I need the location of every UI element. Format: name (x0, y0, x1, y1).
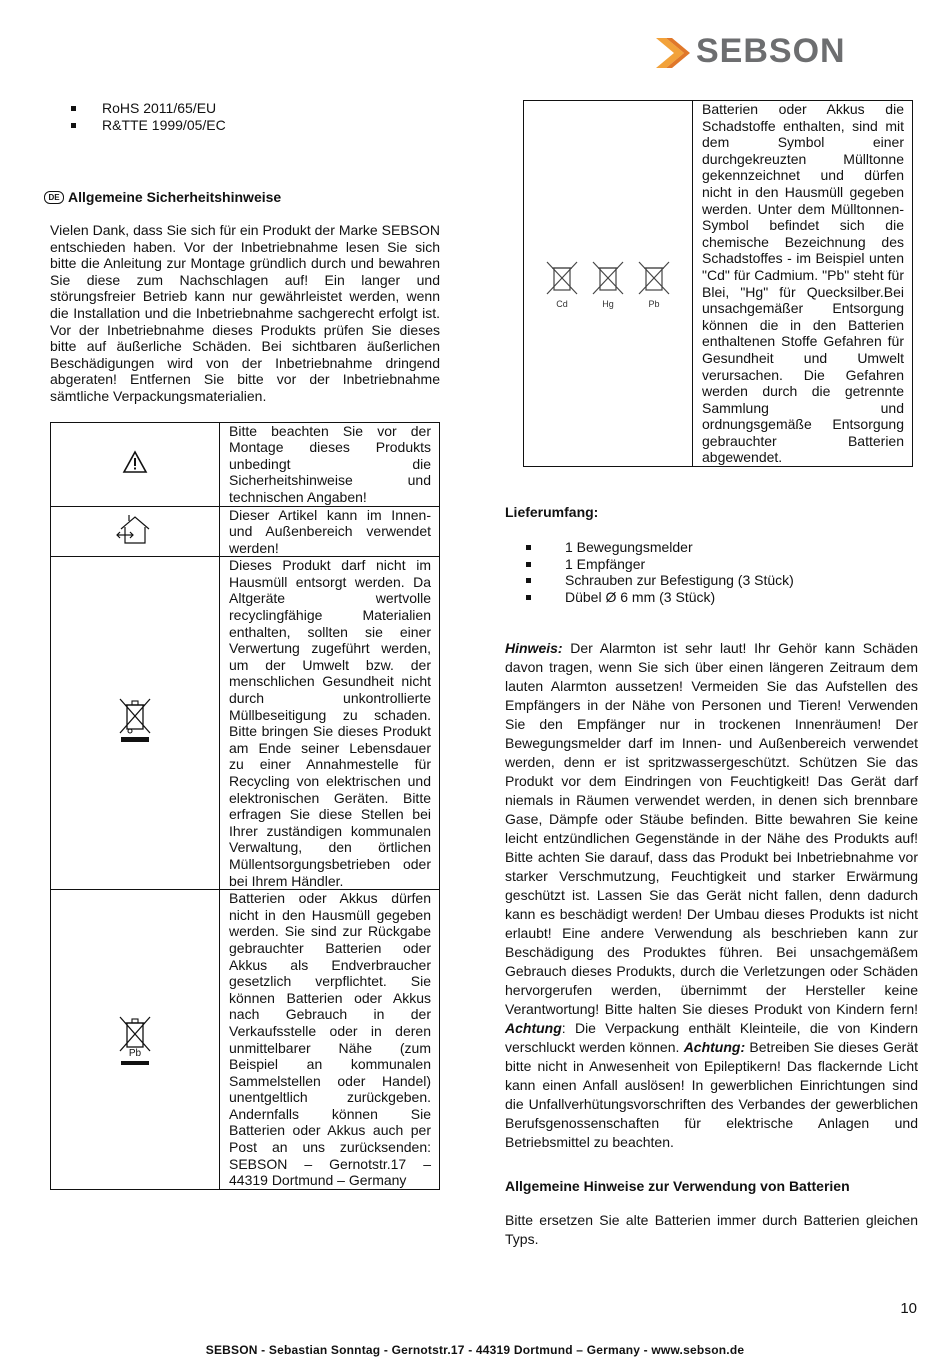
battery-bin-cd-icon (544, 260, 580, 308)
notice-text: : Die Verpackung enthält Kleinteile, die von Kindern verschluckt werden können. (505, 1020, 918, 1056)
battery-bin-pb-icon (117, 1015, 153, 1065)
chemical-bins-group (525, 260, 691, 308)
cd-label: Cd (556, 298, 568, 309)
brand-logo (652, 32, 862, 72)
table-icon-cell (51, 422, 220, 506)
battery-symbols-table (523, 100, 913, 467)
scope-heading: Lieferumfang: (505, 504, 599, 521)
hg-label: Hg (602, 298, 614, 309)
table-icon-cell (51, 557, 220, 890)
language-badge: DE (44, 191, 64, 204)
list-item: 1 Bewegungsmelder (505, 539, 918, 556)
intro-paragraph: Vielen Dank, dass Sie sich für ein Produkt der Marke SEBSON entschieden haben. Vor der Inbetriebnahme lesen Sie sich bitte die Anleitung zur Montage gründlich durch und bewahren Sie diese zum Nachschlagen auf! Ein langer und störungsfreier Betrieb kann nur gewährleistet werden, wenn die Installation und die Inbetriebnahme sachgerecht erfolgt ist. Vor der Inbetriebnahme dieses Produkts prüfen Sie dieses bitte auf äußerliche Schäden. Bei sichtbaren äußerlichen Beschädigungen wird von der Inbetriebnahme dringend abgeraten! Entfernen Sie bitte vor der Inbetriebnahme sämtliche Verpackungsmaterialien. (50, 222, 440, 404)
battery-bin-pb-icon (636, 260, 672, 308)
indoor-outdoor-house-icon (115, 513, 155, 547)
right-column (505, 100, 918, 1249)
table-row (51, 422, 440, 506)
table-row (524, 101, 913, 467)
table-icon-cell (51, 506, 220, 557)
battery-heading: Allgemeine Hinweise zur Verwendung von Batterien (505, 1178, 850, 1195)
table-text-cell: Dieser Artikel kann im Innen- und Außenbereich verwendet werden! (220, 506, 440, 557)
safety-heading-text: Allgemeine Sicherheitshinweise (68, 189, 282, 205)
logo-text: SEBSON (696, 32, 846, 70)
table-text-cell: Batterien oder Akkus dürfen nicht in den Hausmüll gegeben werden. Sie sind zur Rückgabe gebrauchter Batterien oder Akkus als Endverbraucher gesetzlich verpflichtet. Sie können Batterien oder Akkus nach Gebrauch in der Verkaufsstelle oder in deren unmittelbarer Nähe (zum Beispiel an kommunalen Sammelstellen oder Handel) unentgeltlich zurückgeben. Andernfalls können Sie Batterien oder Akkus auch per Post an uns zurücksenden: SEBSON – Gernotstr.17 – 44319 Dortmund – Germany (220, 890, 440, 1190)
page-footer: SEBSON - Sebastian Sonntag - Gernotstr.17 - 44319 Dortmund – Germany - www.sebson.de (205, 1343, 745, 1357)
table-row (51, 890, 440, 1190)
warning-triangle-icon (122, 450, 148, 474)
caution-label: Achtung: (683, 1039, 746, 1056)
list-item: Schrauben zur Befestigung (3 Stück) (505, 572, 918, 589)
weee-crossed-bin-icon (117, 697, 153, 745)
table-text-cell: Batterien oder Akkus die Schadstoffe enthalten, sind mit dem Symbol einer durchgekreuzten Mülltonne gekennzeichnet und dürfen nicht in den Hausmüll gegeben werden. Unter dem Mülltonnen-Symbol befindet sich die chemische Bezeichnung des Schadstoffes - im Beispiel unten "Cd" für Cadmium. "Pb" steht für Blei, "Hg" für Quecksilber.Bei unsachgemäßer Entsorgung können die in den Batterien enthaltenen Stoffe Gefahren für Gesundheit und Umwelt verursachen. Die Gefahren werden durch die getrennte Sammlung und ordnungsgemäße Entsorgung gebrauchter Batterien abgewendet. (693, 101, 913, 467)
table-text-cell: Bitte beachten Sie vor der Montage dieses Produkts unbedingt die Sicherheitshinweise und technischen Angaben! (220, 422, 440, 506)
safety-heading (44, 189, 440, 205)
safety-symbols-table (50, 422, 440, 1190)
chevron-logo-icon (652, 36, 692, 70)
list-item: 1 Empfänger (505, 556, 918, 573)
list-item: RoHS 2011/65/EU (50, 100, 440, 117)
standards-list (50, 100, 440, 133)
battery-bin-hg-icon (590, 260, 626, 308)
left-column (50, 100, 440, 1190)
scope-list (505, 539, 918, 605)
pb-label: Pb (128, 1047, 142, 1059)
notice-label: Hinweis: (505, 640, 563, 657)
pb-label: Pb (648, 298, 660, 309)
table-text-cell: Dieses Produkt darf nicht im Hausmüll entsorgt werden. Da Altgeräte wertvolle recyclingfähige Materialien enthalten, sollten sie einer Verwertung zugeführt werden, um der Umwelt bzw. der menschlichen Gesundheit nicht durch unkontrollierte Müllbeseitigung zu schaden. Bitte bringen Sie dieses Produkt am Ende seiner Lebensdauer zu einer Annahmestelle für Recycling von elektrischen und elektronischen Geräten. Bitte erfragen Sie diese Stellen bei Ihrer zuständigen kommunalen Verwaltung, den örtlichen Müllentsorgungsbetrieben oder bei Ihrem Händler. (220, 557, 440, 890)
table-icon-cell (524, 101, 693, 467)
list-item: Dübel Ø 6 mm (3 Stück) (505, 589, 918, 606)
caution-label: Achtung (505, 1020, 562, 1037)
notice-paragraph (505, 639, 918, 1152)
notice-text: Betreiben Sie dieses Gerät bitte nicht in Anwesenheit von Epileptikern! Das flackernde Licht kann einen Anfall auslösen! In gewerblichen Einrichtungen sind die Unfallverhütungsvorschriften des Verbandes der gewerblichen Berufsgenossenschaften für elektrische Anlagen und Betriebsmittel zu beachten. (505, 1039, 918, 1151)
table-row (51, 506, 440, 557)
battery-paragraph: Bitte ersetzen Sie alte Batterien immer durch Batterien gleichen Typs. (505, 1212, 918, 1248)
table-row (51, 557, 440, 890)
notice-text: Der Alarmton ist sehr laut! Ihr Gehör kann Schäden davon tragen, wenn Sie sich über einen längeren Zeitraum dem lauten Alarmton aussetzen! Vermeiden Sie das Aufstellen des Empfängers in der Nähe von Personen und Tieren! Verwenden Sie den Empfänger nur in trockenen Innenräumen! Der Bewegungsmelder darf im Innen- und Außenbereich verwendet werden, denn er ist spritzwassergeschützt. Schützen Sie das Produkt vor dem Eindringen von Feuchtigkeit! Das Gerät darf niemals in Räumen verwendet werden, in denen sich brennbare Gase, Dämpfe oder Stäube befinden. Bitte bewahren Sie keine leicht entzündlichen Gegenstände in der Nähe des Produkts auf! Bitte achten Sie darauf, dass das Produkt bei Inbetriebnahme vor starker Verschmutzung, Feuchtigkeit und starker Erwärmung geschützt ist. Lassen Sie das Gerät nicht fallen, denn dadurch kann es beschädigt werden! Der Umbau dieses Produkts ist nicht erlaubt! Eine andere Verwendung als beschrieben kann zur Beschädigung des Produktes führen. Bei unsachgemäßem Gebrauch dieses Produkts, durch die Verletzungen oder Schäden hervorgerufen werden, übernimmt der Hersteller keine Verantwortung! Bitte halten Sie dieses Produkt von Kindern fern! (505, 640, 918, 1018)
list-item: R&TTE 1999/05/EC (50, 117, 440, 134)
page-number: 10 (900, 1300, 917, 1317)
table-icon-cell (51, 890, 220, 1190)
